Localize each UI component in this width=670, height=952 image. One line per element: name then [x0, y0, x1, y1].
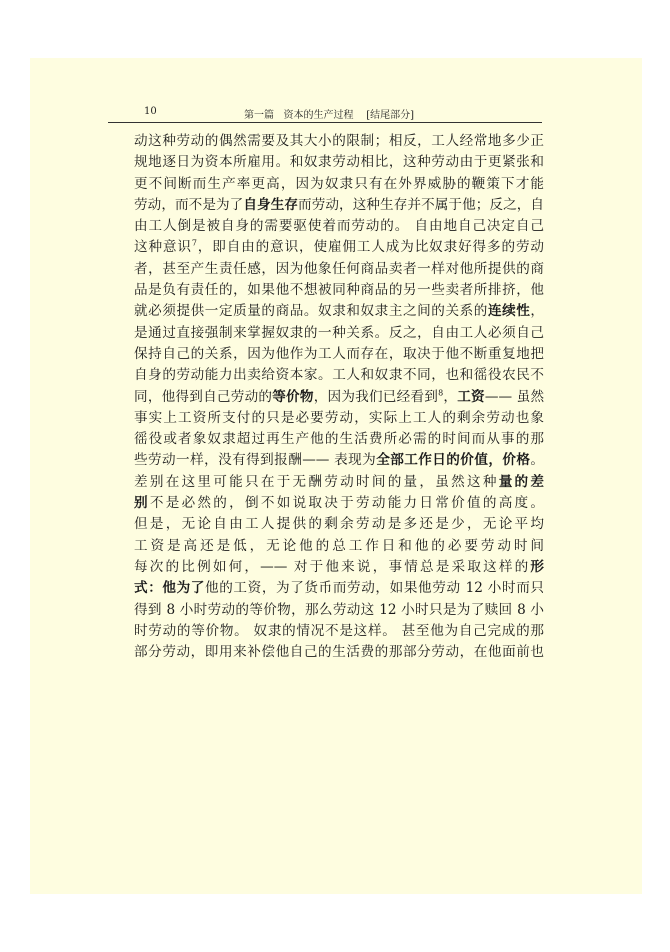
- text-line: [134, 642, 544, 663]
- text-line: [134, 578, 544, 599]
- emphasized-text: 连续性: [487, 303, 531, 320]
- text-line: [134, 323, 544, 344]
- text-line: [134, 174, 544, 195]
- text-segment: 徭役或者象奴隶超过再生产他的生活费所必需的时间而从事的那: [134, 431, 544, 448]
- text-segment: 由工人倒是被自身的需要驱使着而劳动的。 自由地自己决定自己: [134, 218, 544, 235]
- text-segment: ，因为我们已经看到: [313, 388, 439, 405]
- text-line: [134, 621, 544, 642]
- text-segment: 动这种劳动的偶然需要及其大小的限制；相反，工人经常地多少正: [134, 133, 544, 149]
- text-segment: 这种意识: [134, 239, 192, 256]
- text-segment: 更不间断而生产率更高，因为奴隶只有在外界威胁的鞭策下才能: [134, 175, 544, 192]
- text-line: [134, 557, 544, 578]
- text-segment: 。: [530, 452, 544, 469]
- text-line: [134, 195, 544, 216]
- text-segment: 事实上工资所支付的只是必要劳动，实际上工人的剩余劳动也象: [134, 409, 544, 426]
- text-segment: ，: [530, 303, 544, 320]
- text-segment: 差别在这里可能只在于无酬劳动时间的量，虽然这种: [134, 473, 499, 490]
- text-segment: 每次的比例如何，—— 对于他来说，事情总是采取这样的: [134, 558, 531, 575]
- text-segment: 而劳动，这种生存并不属于他；反之，自: [298, 196, 544, 213]
- text-line: [134, 216, 544, 237]
- text-line: [134, 536, 544, 557]
- text-segment: 者，甚至产生责任感，因为他象任何商品卖者一样对他所提供的商: [134, 260, 544, 277]
- text-line: [134, 365, 544, 386]
- text-line: [134, 493, 544, 514]
- footnote-marker: 8: [438, 388, 444, 398]
- text-line: [134, 344, 544, 365]
- text-segment: 规地逐日为资本所雇用。和奴隶劳动相比，这种劳动由于更紧张和: [134, 154, 544, 171]
- text-line: [134, 600, 544, 621]
- page-header: [108, 106, 542, 123]
- page-number: 10: [144, 106, 157, 117]
- emphasized-text: 形: [530, 558, 544, 575]
- body-text: [134, 131, 544, 663]
- text-segment: 他的工资，为了货币而劳动，如果他劳动 12 小时而只: [205, 580, 544, 597]
- emphasized-text: 工资: [457, 388, 485, 405]
- emphasized-text: 自身生存: [243, 196, 299, 213]
- text-segment: 保持自己的关系，因为他作为工人而存在，取决于他不断重复地把: [134, 345, 544, 362]
- text-segment: 些劳动一样，没有得到报酬—— 表现为: [134, 452, 377, 469]
- text-segment: ，: [443, 388, 458, 405]
- emphasized-text: 全部工作日的价值，价格: [376, 452, 531, 469]
- text-line: [134, 429, 544, 450]
- emphasized-text: 等价物: [272, 388, 314, 405]
- emphasized-text: 别: [134, 495, 150, 512]
- text-segment: 品是负有责任的，如果他不想被同种商品的另一些卖者所排挤，他: [134, 282, 544, 299]
- text-segment: 时劳动的等价物。 奴隶的情况不是这样。 甚至他为自己完成的那: [134, 622, 544, 639]
- text-line: [134, 387, 544, 408]
- running-head: 第一篇 资本的生产过程 [结尾部分]: [244, 110, 415, 121]
- text-line: [134, 259, 544, 280]
- text-segment: 不是必然的，倒不如说取决于劳动能力日常价值的高度。: [149, 495, 544, 512]
- text-segment: 就必须提供一定质量的商品。奴隶和奴隶主之间的关系的: [134, 303, 488, 320]
- text-line: [134, 237, 544, 258]
- text-line: [134, 408, 544, 429]
- text-segment: ，即自由的意识，使雇佣工人成为比奴隶好得多的劳动: [196, 239, 544, 256]
- text-line: [134, 514, 544, 535]
- text-line: [134, 131, 544, 152]
- text-line: [134, 152, 544, 173]
- text-segment: 劳动，而不是为了: [134, 196, 244, 213]
- text-segment: 同，他得到自己劳动的: [134, 388, 273, 405]
- text-line: [134, 450, 544, 471]
- text-line: [134, 280, 544, 301]
- text-segment: 自身的劳动能力出卖给资本家。工人和奴隶不同，也和徭役农民不: [134, 367, 544, 384]
- text-segment: 是通过直接强制来掌握奴隶的一种关系。反之，自由工人必须自己: [134, 324, 544, 341]
- footnote-marker: 7: [191, 238, 197, 248]
- emphasized-text: 量的差: [498, 473, 544, 490]
- text-segment: 得到 8 小时劳动的等价物，那么劳动这 12 小时只是为了赎回 8 小: [134, 601, 544, 618]
- text-segment: —— 虽然: [484, 388, 544, 405]
- text-segment: 部分劳动，即用来补偿他自己的生活费的那部分劳动，在他面前也: [134, 644, 544, 661]
- text-segment: 但是，无论自由工人提供的剩余劳动是多还是少，无论平均: [134, 516, 544, 533]
- text-segment: 工资是高还是低，无论他的总工作日和他的必要劳动时间: [134, 537, 544, 554]
- emphasized-text: 式：他为了: [134, 580, 206, 597]
- text-line: [134, 472, 544, 493]
- text-line: [134, 301, 544, 322]
